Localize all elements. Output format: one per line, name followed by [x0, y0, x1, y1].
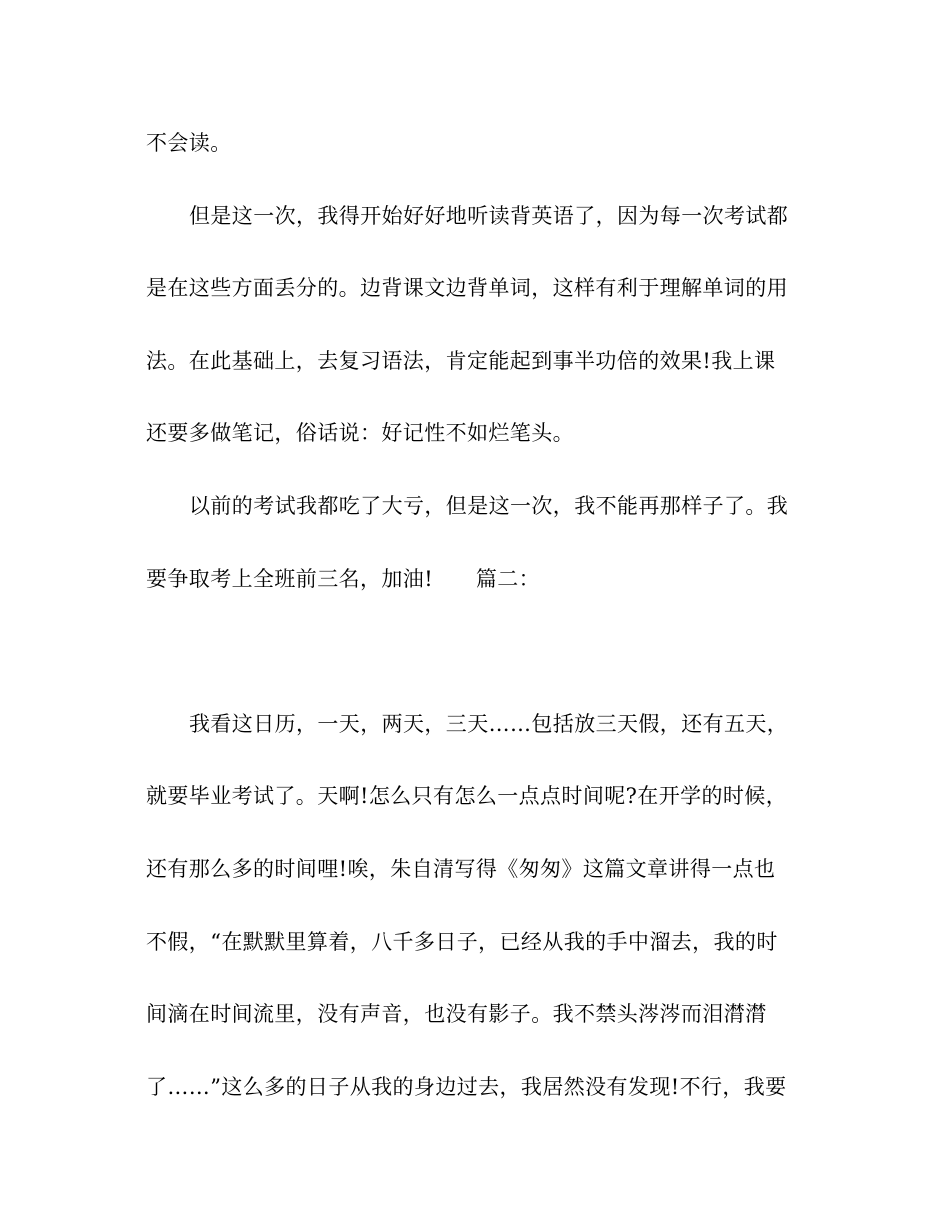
text-line: 了……”这么多的日子从我的身边过去，我居然没有发现!不行，我要: [146, 1075, 787, 1099]
text-line: 还有那么多的时间哩!唉，朱自清写得《匆匆》这篇文章讲得一点也: [146, 857, 776, 881]
text-line: 是在这些方面丢分的。边背课文边背单词，这样有利于理解单词的用: [146, 276, 788, 300]
text-line: 法。在此基础上，去复习语法，肯定能起到事半功倍的效果!我上课: [146, 349, 776, 373]
text-line: 我看这日历，一天，两天，三天……包括放三天假，还有五天，: [189, 712, 789, 736]
text-line: 以前的考试我都吃了大亏，但是这一次，我不能再那样子了。我: [189, 494, 789, 518]
text-line: 还要多做笔记，俗话说：好记性不如烂笔头。: [146, 421, 574, 445]
text-line: 要争取考上全班前三名，加油! 篇二：: [146, 567, 541, 591]
text-line: 但是这一次，我得开始好好地听读背英语了，因为每一次考试都: [189, 204, 789, 228]
text-line: 不假，“在默默里算着，八千多日子，已经从我的手中溜去，我的时: [146, 930, 778, 954]
text-line: 就要毕业考试了。天啊!怎么只有怎么一点点时间呢?在开学的时候，: [146, 784, 788, 808]
text-line: 间滴在时间流里，没有声音，也没有影子。我不禁头涔涔而泪潸潸: [146, 1002, 767, 1026]
text-line: 不会读。: [146, 131, 232, 155]
